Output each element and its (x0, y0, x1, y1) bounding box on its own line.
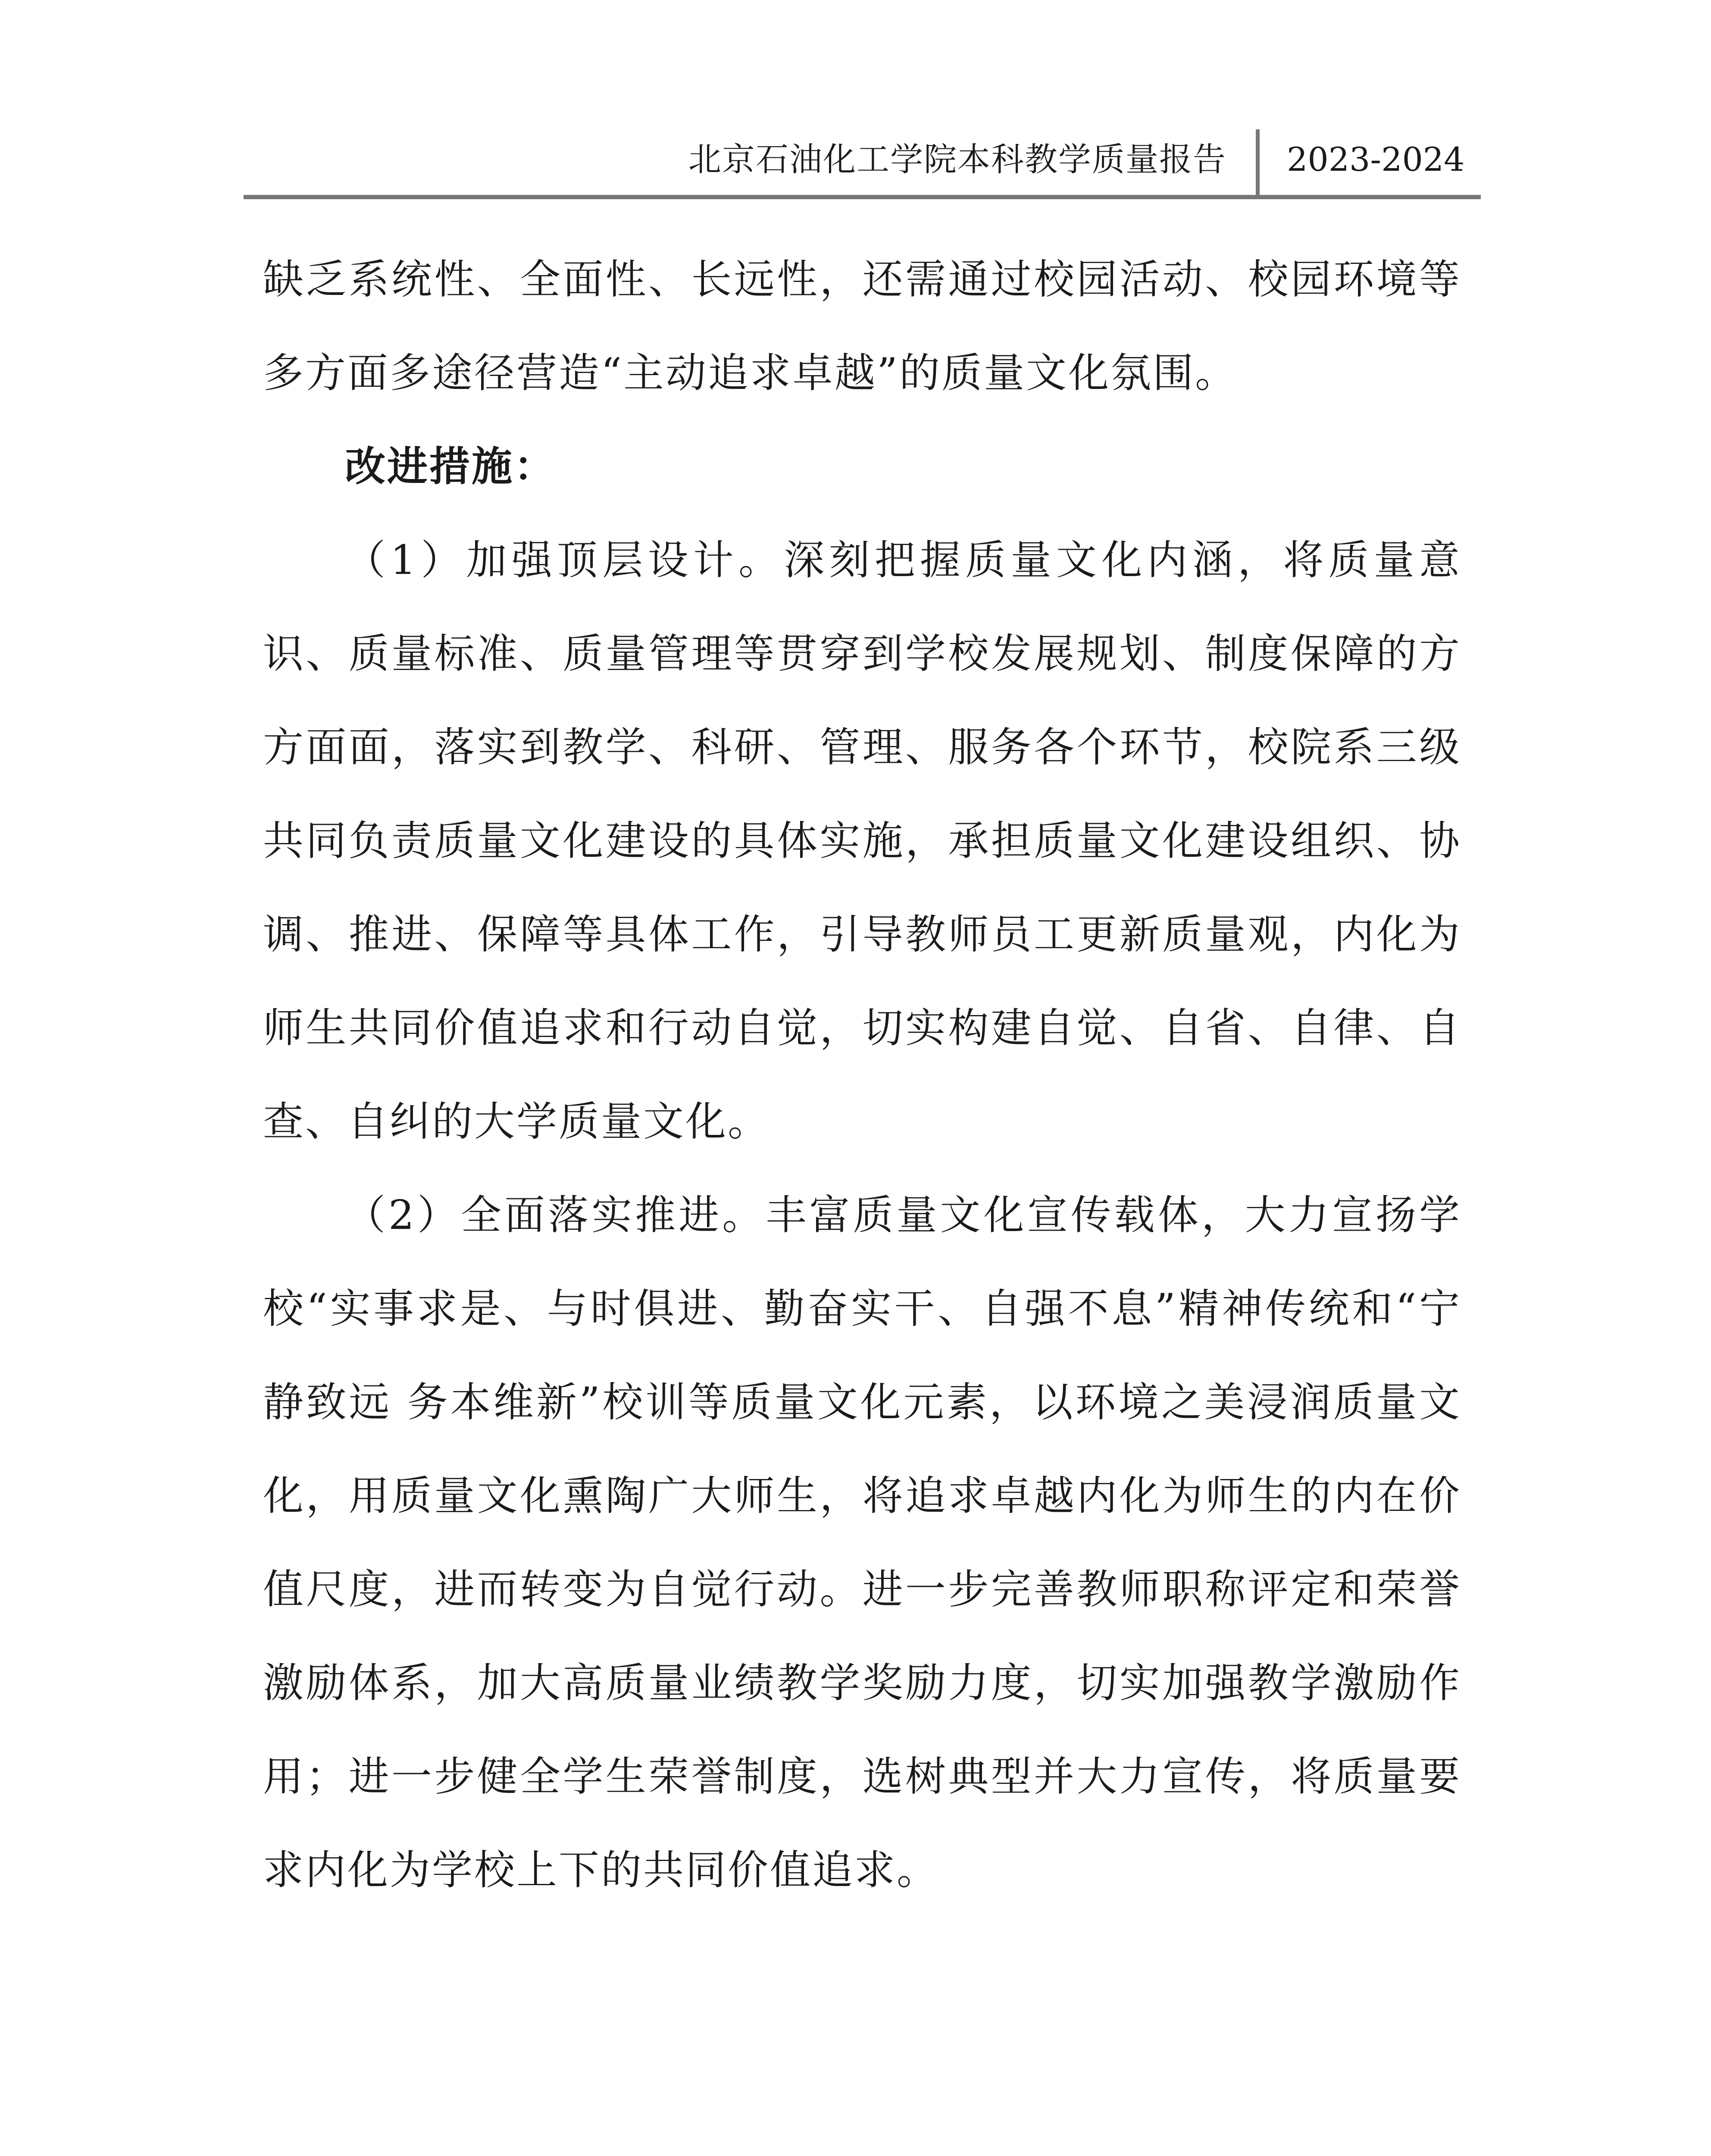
document-body (263, 233, 1461, 1917)
measure-paragraph-2: （2）全面落实推进。丰富质量文化宣传载体，大力宣扬学校“实事求是、与时俱进、勤奋实干、自强不息”精神传统和“宁静致远 务本维新”校训等质量文化元素，以环境之美浸润质量文化，用质量文化熏陶广大师生，将追求卓越内化为师生的内在价值尺度，进而转变为自觉行动。进一步完善教师职称评定和荣誉激励体系，加大高质量业绩教学奖励力度，切实加强教学激励作用；进一步健全学生荣誉制度，选树典型并大力宣传，将质量要求内化为学校上下的共同价值追求。 (263, 1192, 1461, 1894)
intro-paragraph: 缺乏系统性、全面性、长远性，还需通过校园活动、校园环境等多方面多途径营造“主动追求卓越”的质量文化氛围。 (263, 256, 1461, 397)
section-heading: 改进措施： (345, 443, 557, 490)
header-rule (244, 195, 1481, 199)
measure-paragraph-1: （1）加强顶层设计。深刻把握质量文化内涵，将质量意识、质量标准、质量管理等贯穿到学校发展规划、制度保障的方方面面，落实到教学、科研、管理、服务各个环节，校院系三级共同负责质量文化建设的具体实施，承担质量文化建设组织、协调、推进、保障等具体工作，引导教师员工更新质量观，内化为师生共同价值追求和行动自觉，切实构建自觉、自省、自律、自查、自纠的大学质量文化。 (263, 537, 1461, 1145)
page-header (244, 129, 1481, 198)
header-divider (1256, 129, 1260, 195)
report-year: 2023-2024 (1287, 140, 1465, 179)
report-title: 北京石油化工学院本科教学质量报告 (688, 140, 1226, 179)
